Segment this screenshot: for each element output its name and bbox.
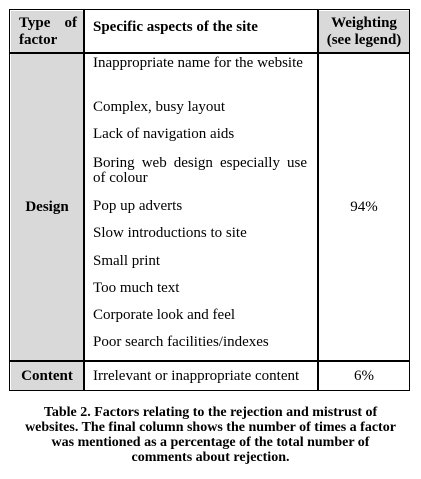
content-aspect: Irrelevant or inappropriate content [93, 368, 300, 384]
aspect-poor-search: Poor search facilities/indexes [93, 334, 269, 350]
header-type-of-factor [11, 11, 83, 52]
aspect-navigation-aids: Lack of navigation aids [93, 126, 235, 142]
aspect-slow-introductions: Slow introductions to site [93, 225, 247, 241]
header-weighting-line2: (see legend) [326, 32, 402, 48]
content-weighting-value: 6% [354, 367, 374, 384]
design-aspects-list [85, 54, 317, 360]
table-caption: Table 2. Factors relating to the rejection and mistrust of websites. The final column shows the number of times a factor was mentioned as a percentage of the total number of comments about rejection. [25, 405, 396, 465]
factor-content-label: Content [21, 367, 73, 384]
aspect-pop-up-adverts: Pop up adverts [93, 198, 183, 214]
aspect-small-print: Small print [93, 253, 161, 269]
header-weighting [319, 11, 409, 52]
header-of-word: of [64, 15, 77, 31]
aspect-boring-design: Boring web design especially use of colour [93, 155, 307, 186]
factors-table [9, 9, 410, 391]
divider [10, 53, 409, 54]
design-weighting-value: 94% [350, 198, 378, 215]
aspect-inappropriate-name: Inappropriate name for the website [93, 55, 303, 71]
aspect-corporate-look: Corporate look and feel [93, 307, 236, 323]
divider [84, 10, 85, 390]
aspect-too-much-text: Too much text [93, 280, 180, 296]
factor-content [11, 362, 83, 390]
header-type-word: Type [19, 15, 51, 31]
divider [10, 361, 409, 362]
header-weighting-line1: Weighting [331, 15, 397, 31]
content-weighting [319, 362, 409, 390]
aspect-complex-layout: Complex, busy layout [93, 99, 226, 115]
factor-design [11, 54, 83, 360]
header-factor-word: factor [19, 32, 58, 48]
header-specific-aspects: Specific aspects of the site [93, 19, 258, 35]
divider [318, 10, 319, 390]
design-weighting [319, 54, 409, 360]
factor-design-label: Design [25, 198, 69, 215]
